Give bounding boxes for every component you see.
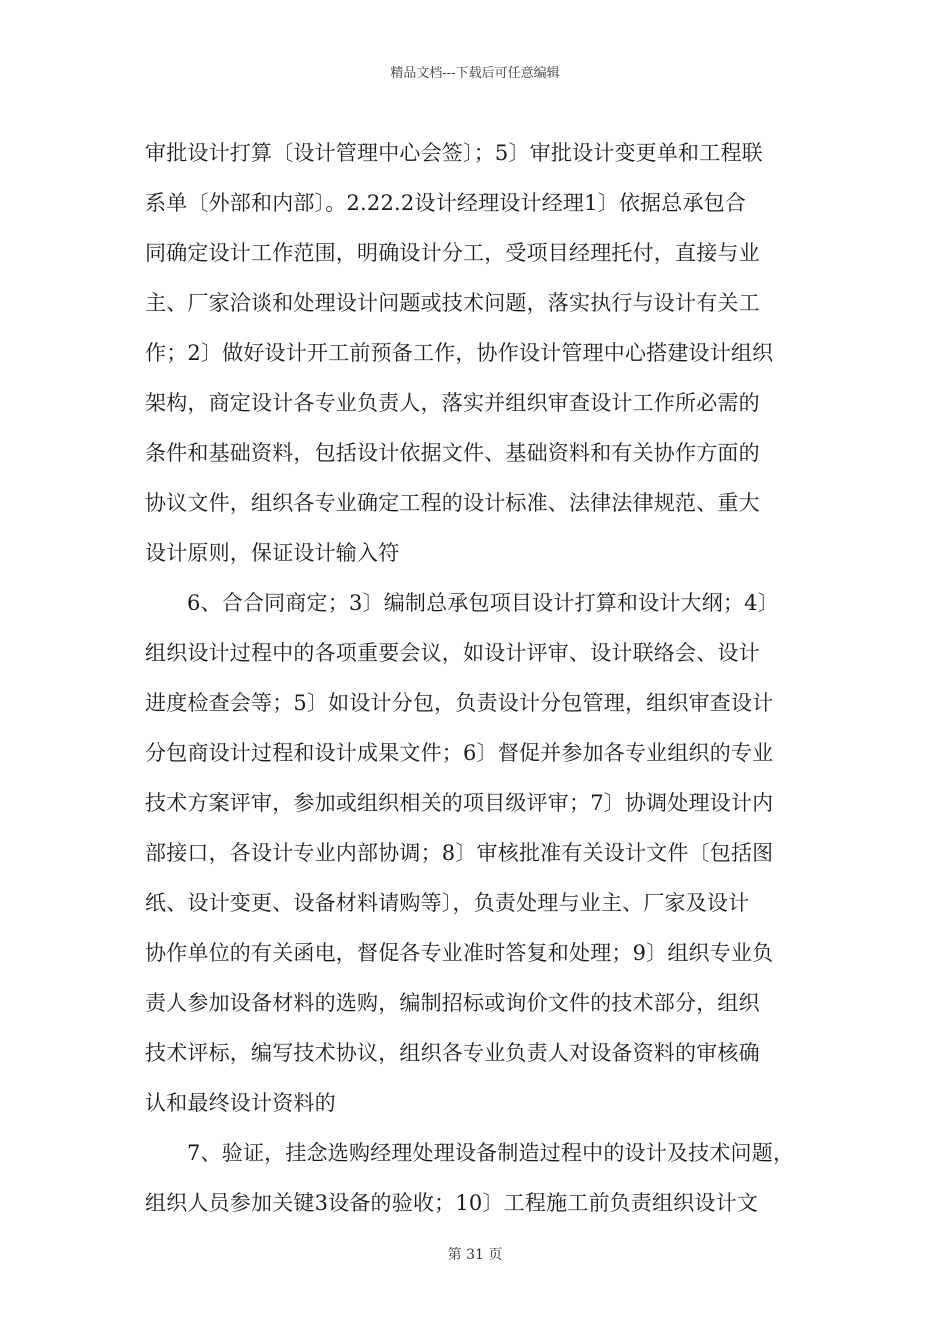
- paragraph-start-line: 6、合合同商定；3〕编制总承包项目设计打算和设计大纲；4〕: [187, 591, 779, 615]
- page-header: 精品文档---下载后可任意编辑: [390, 66, 560, 81]
- body-line: 主、厂家洽谈和处理设计问题或技术问题，落实执行与设计有关工: [145, 291, 760, 315]
- body-line: 审批设计打算〔设计管理中心会签〕；5〕审批设计变更单和工程联: [145, 141, 763, 165]
- document-body: [145, 128, 810, 1228]
- body-line: 技术评标，编写技术协议，组织各专业负责人对设备资料的审核确: [145, 1041, 760, 1065]
- body-line: 责人参加设备材料的选购，编制招标或询价文件的技术部分，组织: [145, 991, 760, 1015]
- paragraph-start-line: 7、验证，挂念选购经理处理设备制造过程中的设计及技术问题，: [187, 1141, 795, 1165]
- body-line: 纸、设计变更、设备材料请购等〕，负责处理与业主、厂家及设计: [145, 891, 750, 915]
- body-line: 协作单位的有关函电，督促各专业准时答复和处理；9〕组织专业负: [145, 941, 774, 965]
- body-line: 组织设计过程中的各项重要会议，如设计评审、设计联络会、设计: [145, 641, 760, 665]
- body-line: 同确定设计工作范围，明确设计分工，受项目经理托付，直接与业: [145, 241, 760, 265]
- body-line: 组织人员参加关键3设备的验收；10〕工程施工前负责组织设计文: [145, 1191, 759, 1215]
- page-number: 第 31 页: [447, 1247, 503, 1263]
- body-line: 设计原则，保证设计输入符: [145, 541, 400, 565]
- body-line: 架构，商定设计各专业负责人，落实并组织审查设计工作所必需的: [145, 391, 760, 415]
- body-line: 分包商设计过程和设计成果文件；6〕督促并参加各专业组织的专业: [145, 741, 774, 765]
- body-line: 协议文件，组织各专业确定工程的设计标准、法律法律规范、重大: [145, 491, 760, 515]
- body-line: 进度检查会等；5〕如设计分包，负责设计分包管理，组织审查设计: [145, 691, 774, 715]
- body-line: 部接口，各设计专业内部协调；8〕审核批准有关设计文件〔包括图: [145, 841, 774, 865]
- body-line: 技术方案评审，参加或组织相关的项目级评审；7〕协调处理设计内: [145, 791, 774, 815]
- body-line: 认和最终设计资料的: [145, 1091, 336, 1115]
- body-line: 作；2〕做好设计开工前预备工作，协作设计管理中心搭建设计组织: [145, 341, 774, 365]
- body-line: 条件和基础资料，包括设计依据文件、基础资料和有关协作方面的: [145, 441, 760, 465]
- body-line: 系单〔外部和内部〕。2.22.2设计经理设计经理1〕依据总承包合: [145, 191, 747, 215]
